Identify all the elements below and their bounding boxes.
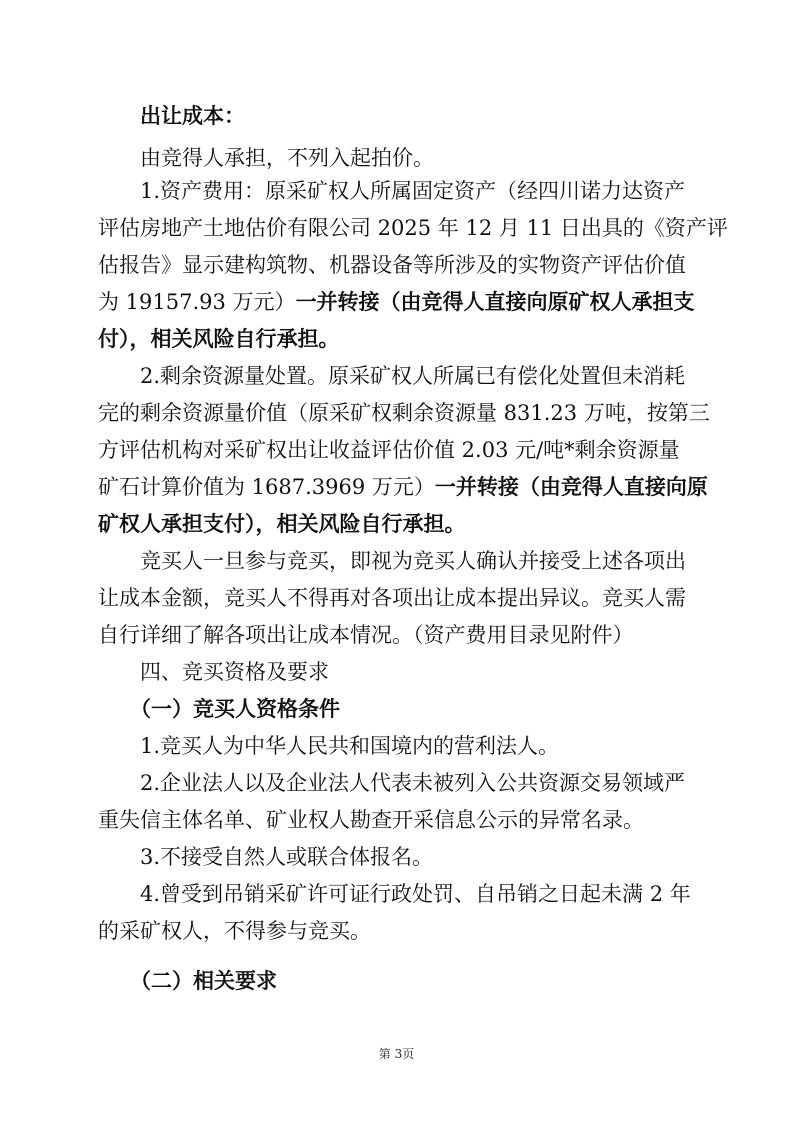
qualification-2-line-1: 2.企业法人以及企业法人代表未被列入公共资源交易领域严 xyxy=(140,771,686,795)
remain-line-3: 方评估机构对采矿权出让收益评估价值 2.03 元/吨*剩余资源量 xyxy=(98,438,680,462)
remain-line-5: 矿权人承担支付），相关风险自行承担。 xyxy=(98,512,466,536)
section-4-title: 四、竞买资格及要求 xyxy=(140,660,329,684)
remain-line-2: 完的剩余资源量价值（原采矿权剩余资源量 831.23 万吨，按第三 xyxy=(98,401,710,425)
qualification-4-line-2: 的采矿权人，不得参与竞买。 xyxy=(98,919,371,943)
remain-line-1: 2.剩余资源量处置。原采矿权人所属已有偿化处置但未消耗 xyxy=(140,364,686,388)
cost-heading: 出让成本： xyxy=(140,104,245,128)
page-number: 第 3页 xyxy=(378,1047,415,1061)
asset-line-1: 1.资产费用：原采矿权人所属固定资产（经四川诺力达资产 xyxy=(140,179,686,203)
qualification-2-line-2: 重失信主体名单、矿业权人勘查开采信息公示的异常名录。 xyxy=(98,808,644,832)
remain-line-4 xyxy=(98,474,708,500)
asset-line-2: 评估房地产土地估价有限公司 2025 年 12 月 11 日出具的《资产评 xyxy=(98,216,728,240)
cost-intro: 由竞得人承担，不列入起拍价。 xyxy=(140,146,434,170)
asset-line-4-bold: 一并转接（由竞得人直接向原矿权人承担支 xyxy=(295,290,695,314)
remain-line-4-bold: 一并转接（由竞得人直接向原 xyxy=(434,475,708,499)
subsection-1-title: （一）竞买人资格条件 xyxy=(130,697,340,721)
remain-line-4-plain: 矿石计算价值为 1687.3969 万元） xyxy=(98,475,435,499)
asset-line-4 xyxy=(98,289,695,315)
qualification-3: 3.不接受自然人或联合体报名。 xyxy=(140,845,434,869)
asset-line-4-plain: 为 19157.93 万元） xyxy=(98,290,296,314)
confirm-line-3: 自行详细了解各项出让成本情况。（资产费用目录见附件） xyxy=(98,623,634,647)
confirm-line-2: 让成本金额，竞买人不得再对各项出让成本提出异议。竞买人需 xyxy=(98,586,686,610)
qualification-1: 1.竞买人为中华人民共和国境内的营利法人。 xyxy=(140,734,560,758)
qualification-4-line-1: 4.曾受到吊销采矿许可证行政处罚、自吊销之日起未满 2 年 xyxy=(140,882,691,906)
asset-line-3: 估报告》显示建构筑物、机器设备等所涉及的实物资产评估价值 xyxy=(98,253,686,277)
confirm-line-1: 竞买人一旦参与竞买，即视为竞买人确认并接受上述各项出 xyxy=(140,549,686,573)
asset-line-5: 付），相关风险自行承担。 xyxy=(98,327,340,351)
subsection-2-title: （二）相关要求 xyxy=(130,969,277,993)
